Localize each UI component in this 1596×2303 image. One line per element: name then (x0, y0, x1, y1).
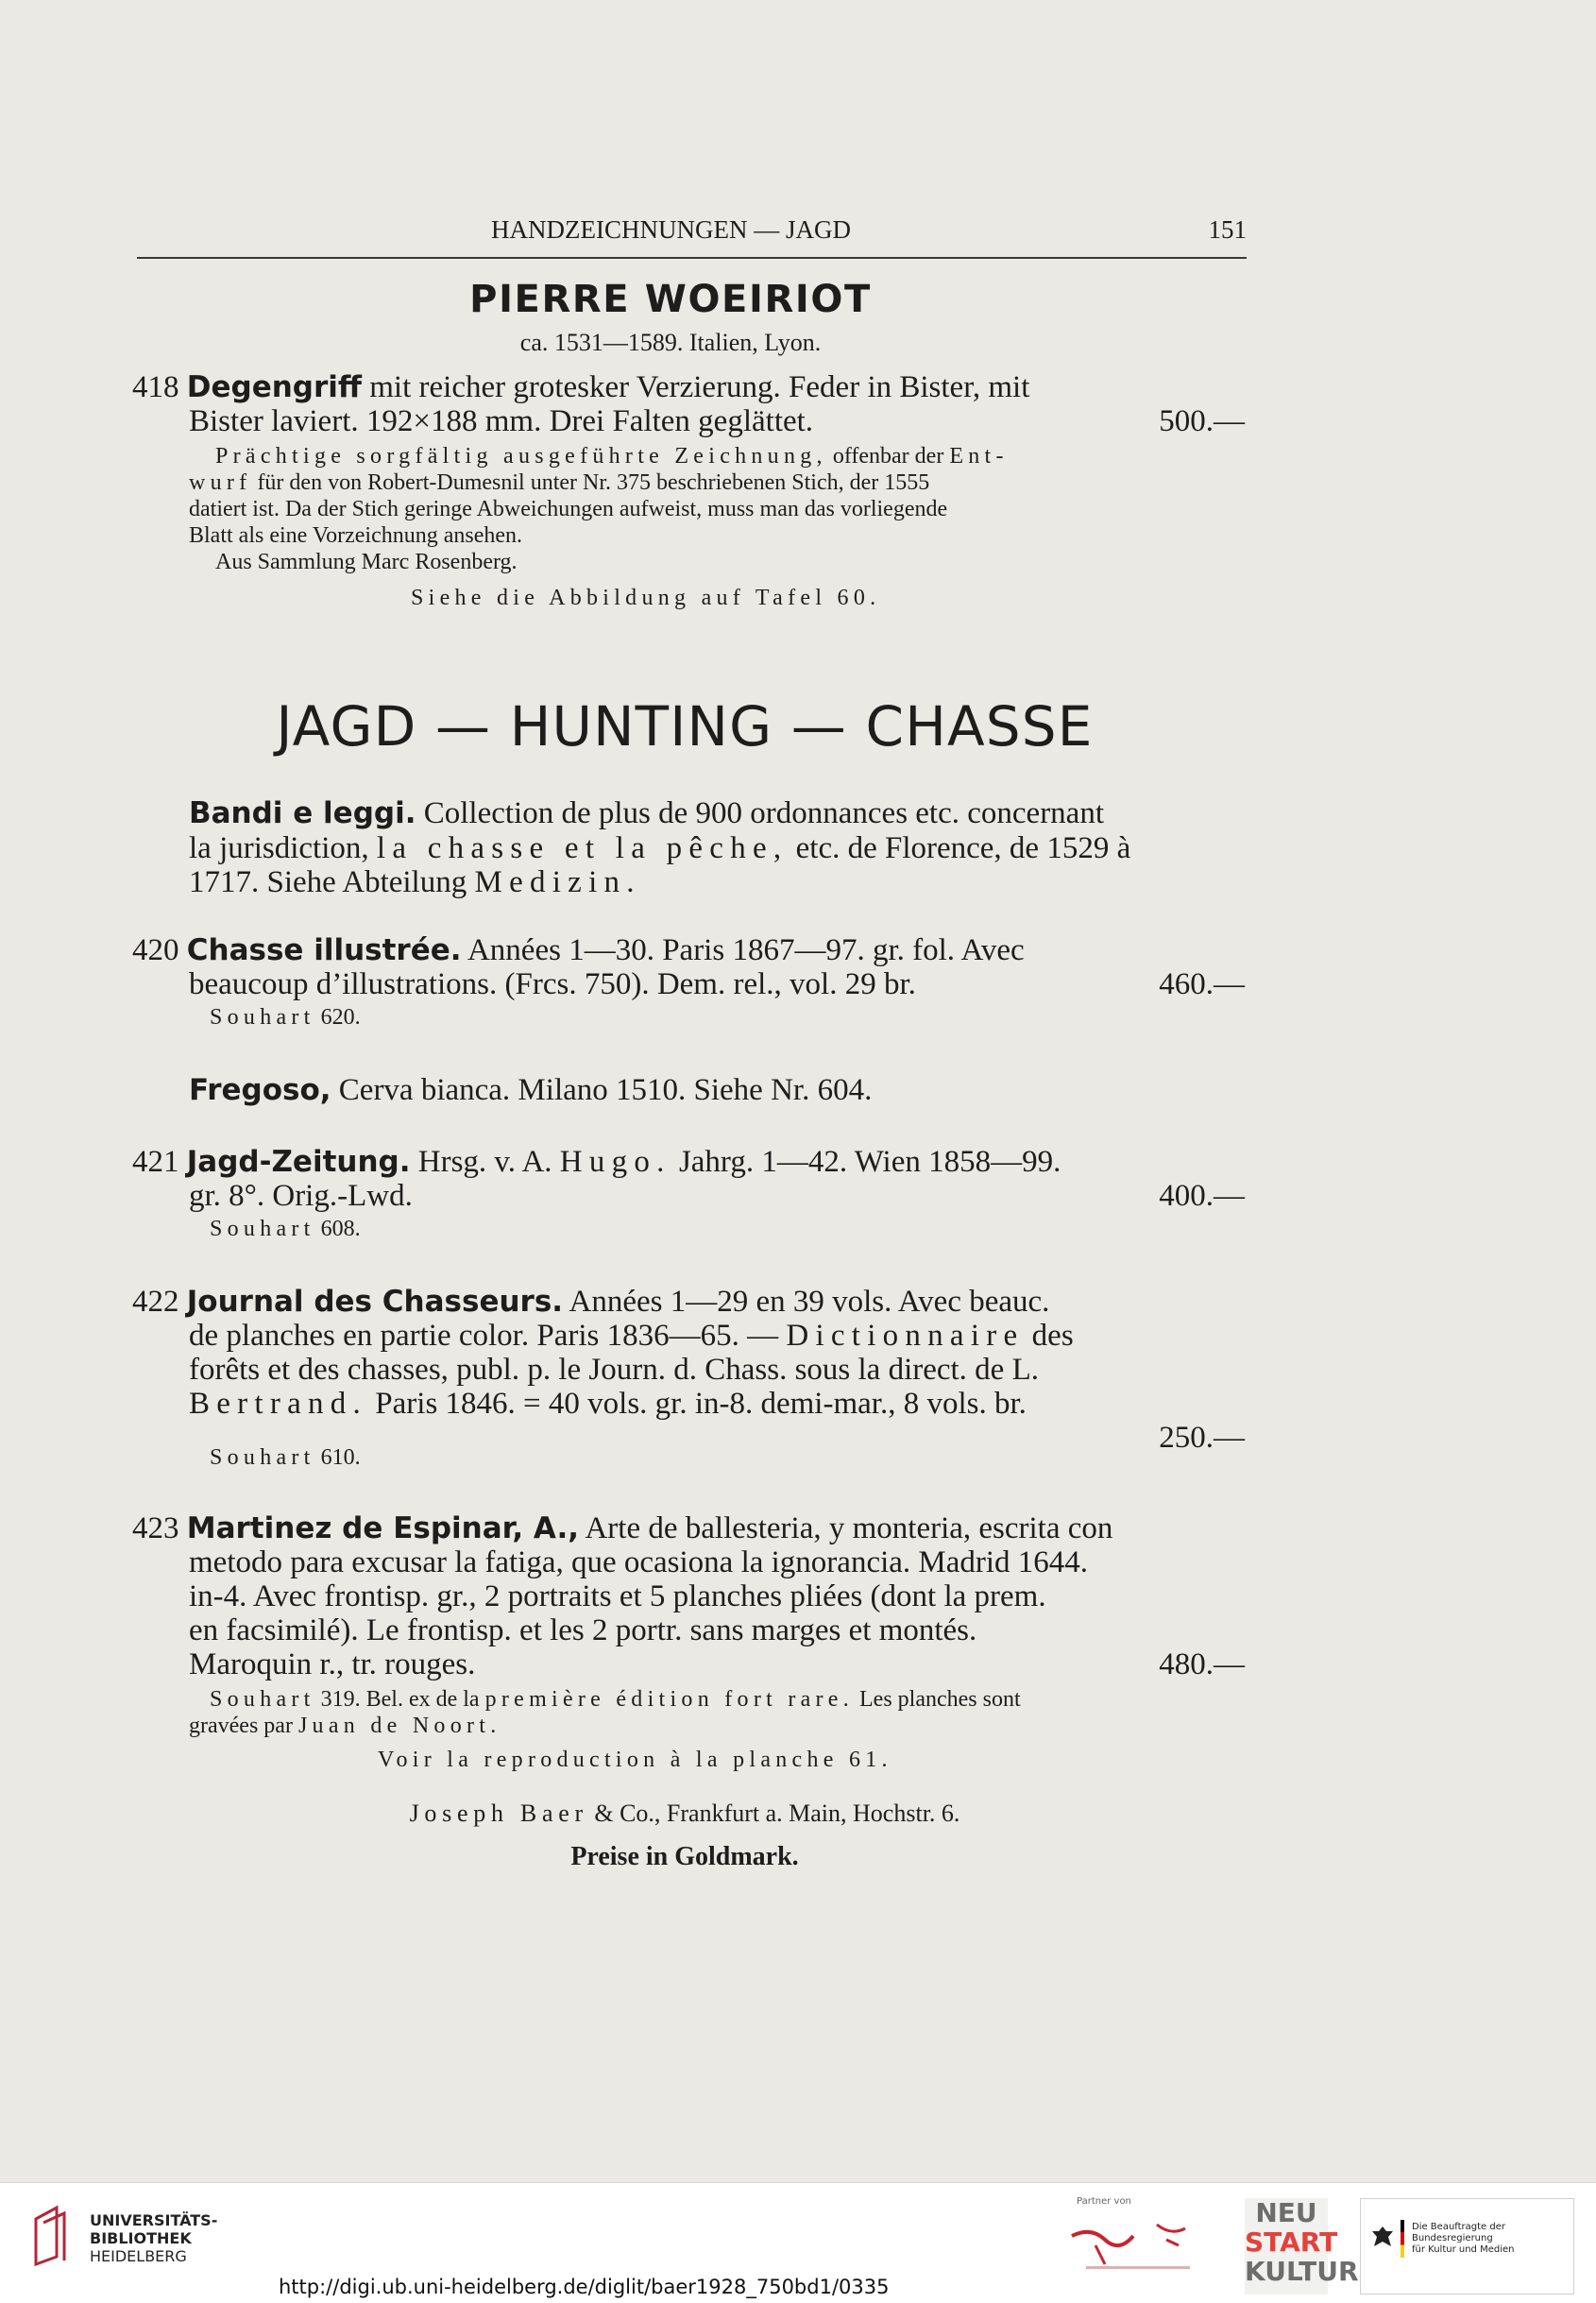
bandi-line-2: la jurisdiction, la chasse et la pêche, etc. de Florence, de 1529 à (189, 831, 1131, 865)
entry-423-line-1: 423 Martinez de Espinar, A., Arte de ballesteria, y monteria, escrita con (132, 1511, 1113, 1545)
entry-421-line-2: gr. 8°. Orig.-Lwd. 400.— (189, 1179, 1245, 1213)
entry-422-line-2: de planches en partie color. Paris 1836—65. — Dictionnaire des (189, 1319, 1074, 1353)
bandi-line-3: 1717. Siehe Abteilung Medizin. (189, 865, 641, 899)
entry-420-ref: Souhart 620. (210, 1005, 361, 1030)
bandi-line-1: Bandi e leggi. Collection de plus de 900 ordonnances etc. concernant (189, 796, 1104, 830)
university-library-logo-icon (28, 2202, 76, 2268)
entry-title: Journal des Chasseurs. (186, 1285, 564, 1319)
partner-label: Partner von (1077, 2196, 1131, 2207)
federal-eagle-icon (1370, 2224, 1395, 2252)
deutsche-digitale-bibliothek-logo-icon[interactable] (1067, 2208, 1209, 2274)
viewer-footer (0, 2182, 1596, 2303)
entry-number: 423 (132, 1511, 179, 1545)
fregoso-line: Fregoso, Cerva bianca. Milano 1510. Siehe Nr. 604. (189, 1073, 873, 1107)
entry-title: Jagd-Zeitung. (186, 1145, 411, 1179)
neustart-kultur-logo[interactable]: NEU START KULTUR (1245, 2198, 1328, 2294)
entry-price: 500.— (1159, 404, 1245, 438)
permalink-url[interactable]: http://digi.ub.uni-heidelberg.de/diglit/baer1928_750bd1/0335 (279, 2276, 890, 2298)
section-title: JAGD — HUNTING — CHASSE (276, 694, 1094, 759)
entry-420-line-1: 420 Chasse illustrée. Années 1—30. Paris 1867—97. gr. fol. Avec (132, 933, 1025, 967)
entry-title: Bandi e leggi. (189, 796, 416, 830)
running-head (132, 215, 1247, 253)
entry-title: Chasse illustrée. (186, 933, 462, 967)
entry-418-note-2: wurf für den von Robert-Dumesnil unter Nr. 375 beschriebenen Stich, der 1555 (189, 470, 930, 495)
entry-423-note-1: Souhart 319. Bel. ex de la première édition fort rare. Les planches sont (210, 1687, 1021, 1712)
entry-title: Martinez de Espinar, A., (186, 1511, 580, 1545)
entry-421-ref: Souhart 608. (210, 1217, 361, 1241)
entry-number: 420 (132, 933, 179, 967)
entry-423-line-4: en facsimilé). Le frontisp. et les 2 portr. sans marges et montés. (189, 1613, 977, 1647)
entry-422-ref: Souhart 610. (210, 1445, 361, 1470)
entry-421-line-1: 421 Jagd-Zeitung. Hrsg. v. A. Hugo. Jahrg. 1—42. Wien 1858—99. (132, 1145, 1061, 1179)
bkm-logo[interactable] (1360, 2198, 1574, 2294)
prices-note: Preise in Goldmark. (570, 1842, 799, 1871)
library-name[interactable]: UNIVERSITÄTS- BIBLIOTHEK HEIDELBERG (90, 2211, 218, 2265)
entry-price: 400.— (1159, 1179, 1245, 1213)
entry-title: Fregoso, (189, 1073, 331, 1107)
entry-418-line-1: 418 Degengriff mit reicher grotesker Verzierung. Feder in Bister, mit (132, 370, 1030, 404)
entry-418-note-4: Blatt als eine Vorzeichnung ansehen. (189, 523, 523, 548)
entry-418-note-3: datiert ist. Da der Stich geringe Abweichungen aufweist, muss man das vorliegende (189, 497, 948, 521)
entry-price: 460.— (1159, 967, 1245, 1001)
artist-name: PIERRE WOEIRIOT (469, 278, 872, 321)
entry-price: 250.— (1159, 1421, 1245, 1455)
german-flag-stripe (1401, 2220, 1404, 2258)
entry-422-line-3: forêts et des chasses, publ. p. le Journ. d. Chass. sous la direct. de L. (189, 1353, 1039, 1387)
entry-418-provenance: Aus Sammlung Marc Rosenberg. (215, 550, 518, 574)
entry-418-note-1: Prächtige sorgfältig ausgeführte Zeichnung, offenbar der Ent- (215, 444, 1009, 469)
header-rule (137, 257, 1247, 259)
page-number: 151 (1208, 215, 1247, 244)
entry-423-plate-ref: Voir la reproduction à la planche 61. (378, 1748, 892, 1772)
entry-423-line-5: Maroquin r., tr. rouges. 480.— (189, 1647, 1245, 1681)
entry-418-plate-ref: Siehe die Abbildung auf Tafel 60. (411, 586, 881, 610)
entry-422-line-4: Bertrand. Paris 1846. = 40 vols. gr. in-8. demi-mar., 8 vols. br. (189, 1387, 1027, 1421)
artist-dates: ca. 1531—1589. Italien, Lyon. (519, 329, 822, 356)
running-title: HANDZEICHNUNGEN — JAGD (491, 215, 851, 244)
entry-price: 480.— (1159, 1647, 1245, 1681)
entry-title: Degengriff (186, 370, 363, 404)
entry-422-line-1: 422 Journal des Chasseurs. Années 1—29 en 39 vols. Avec beauc. (132, 1285, 1050, 1319)
entry-418-line-2: Bister laviert. 192×188 mm. Drei Falten geglättet. 500.— (189, 404, 1245, 438)
entry-423-line-3: in-4. Avec frontisp. gr., 2 portraits et 5 planches pliées (dont la prem. (189, 1579, 1046, 1613)
entry-number: 418 (132, 370, 179, 404)
entry-420-line-2: beaucoup d’illustrations. (Frcs. 750). Dem. rel., vol. 29 br. 460.— (189, 967, 1245, 1001)
entry-number: 421 (132, 1145, 179, 1179)
bkm-text: Die Beauftragte der Bundesregierung für Kultur und Medien (1412, 2222, 1515, 2255)
entry-number: 422 (132, 1285, 179, 1319)
entry-423-line-2: metodo para excusar la fatiga, que ocasiona la ignorancia. Madrid 1644. (189, 1545, 1089, 1579)
publisher-address: Joseph Baer & Co., Frankfurt a. Main, Hochstr. 6. (409, 1800, 960, 1827)
entry-423-note-2: gravées par Juan de Noort. (189, 1714, 501, 1738)
